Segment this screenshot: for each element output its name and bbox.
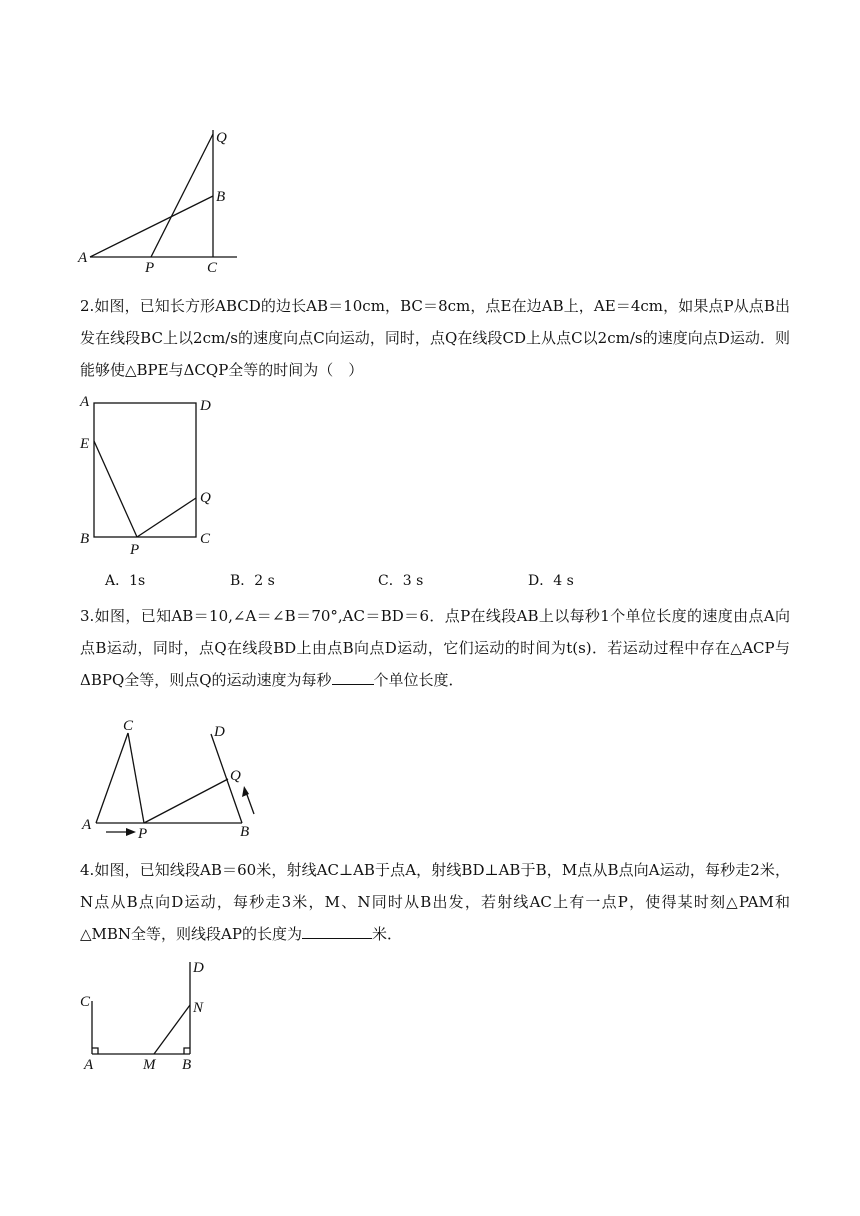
right-angle-b xyxy=(184,1048,190,1054)
question-4-text-after: 米． xyxy=(371,925,402,943)
rectangle-abcd xyxy=(94,403,196,537)
label-b: B xyxy=(216,189,226,205)
label-b: B xyxy=(182,1057,192,1073)
label-a: A xyxy=(82,817,92,833)
option-d[interactable]: D．4 s xyxy=(528,573,574,589)
label-m: M xyxy=(143,1057,156,1073)
label-n: N xyxy=(193,1000,204,1016)
figure-4-svg xyxy=(76,956,236,1076)
question-3-text-after: 个单位长度． xyxy=(373,671,464,689)
option-b[interactable]: B．2 s xyxy=(230,573,275,589)
line-ep xyxy=(94,441,137,537)
option-a[interactable]: A．1s xyxy=(105,573,146,589)
right-angle-a xyxy=(92,1048,98,1054)
figure-2-svg xyxy=(74,388,224,560)
figure-1 xyxy=(70,120,270,280)
line-ac xyxy=(96,733,128,823)
question-2-options xyxy=(0,570,860,594)
line-pq xyxy=(151,134,213,257)
question-4-text-before: 4.如图，已知线段AB＝60米，射线AC⊥AB于点A，射线BD⊥AB于B，M点从B点向A运动，每秒走2米，N点从B点向D运动，每秒走3米，M、N同时从B出发，若射线AC上有一点P，使得某时刻△PAM和△MBN全等，则线段AP的长度为 xyxy=(80,861,790,943)
label-d: D xyxy=(193,960,204,976)
label-d: D xyxy=(200,398,211,414)
line-cp xyxy=(128,733,144,823)
label-d: D xyxy=(214,724,225,740)
label-q: Q xyxy=(200,490,211,506)
answer-blank-4[interactable] xyxy=(302,923,372,939)
label-a: A xyxy=(80,394,90,410)
label-p: P xyxy=(130,542,140,558)
label-b: B xyxy=(240,824,250,840)
label-a: A xyxy=(78,250,88,266)
figure-3 xyxy=(76,716,276,844)
arrow-q-head xyxy=(242,786,249,797)
label-c: C xyxy=(123,718,134,734)
question-4 xyxy=(80,854,790,950)
line-mn xyxy=(154,1005,190,1054)
label-b: B xyxy=(80,531,90,547)
line-pq xyxy=(144,779,228,823)
label-a: A xyxy=(84,1057,94,1073)
line-ab xyxy=(90,196,213,257)
arrow-p-head xyxy=(126,828,136,836)
question-3 xyxy=(80,600,790,696)
question-2-text: 2.如图，已知长方形ABCD的边长AB＝10cm，BC＝8cm，点E在边AB上，AE＝4cm，如果点P从点B出发在线段BC上以2cm/s的速度向点C向运动，同时，点Q在线段CD上从点C以2cm/s的速度向点D运动．则能够使△BPE与ΔCQP全等的时间为（ ） xyxy=(80,297,790,379)
question-4-text xyxy=(80,854,790,950)
question-2 xyxy=(80,290,790,386)
line-pq xyxy=(137,498,196,537)
label-p: P xyxy=(145,260,155,276)
label-p: P xyxy=(138,826,148,842)
figure-3-svg xyxy=(76,716,276,844)
option-c[interactable]: C．3 s xyxy=(378,573,424,589)
label-c: C xyxy=(80,994,91,1010)
label-q: Q xyxy=(230,768,241,784)
figure-4 xyxy=(76,956,236,1076)
label-c: C xyxy=(200,531,211,547)
question-3-text xyxy=(80,600,790,696)
figure-1-svg xyxy=(70,120,270,280)
arrow-q-shaft xyxy=(246,792,254,814)
figure-2 xyxy=(74,388,224,560)
question-3-text-before: 3.如图，已知AB＝10,∠A＝∠B＝70°,AC＝BD＝6．点P在线段AB上以每秒1个单位长度的速度由点A向点B运动，同时，点Q在线段BD上由点B向点D运动，它们运动的时间为t(s)．若运动过程中存在△ACP与ΔBPQ全等，则点Q的运动速度为每秒 xyxy=(80,607,790,689)
label-e: E xyxy=(80,436,90,452)
answer-blank-3[interactable] xyxy=(332,669,374,685)
label-c: C xyxy=(207,260,218,276)
label-q: Q xyxy=(216,130,227,146)
